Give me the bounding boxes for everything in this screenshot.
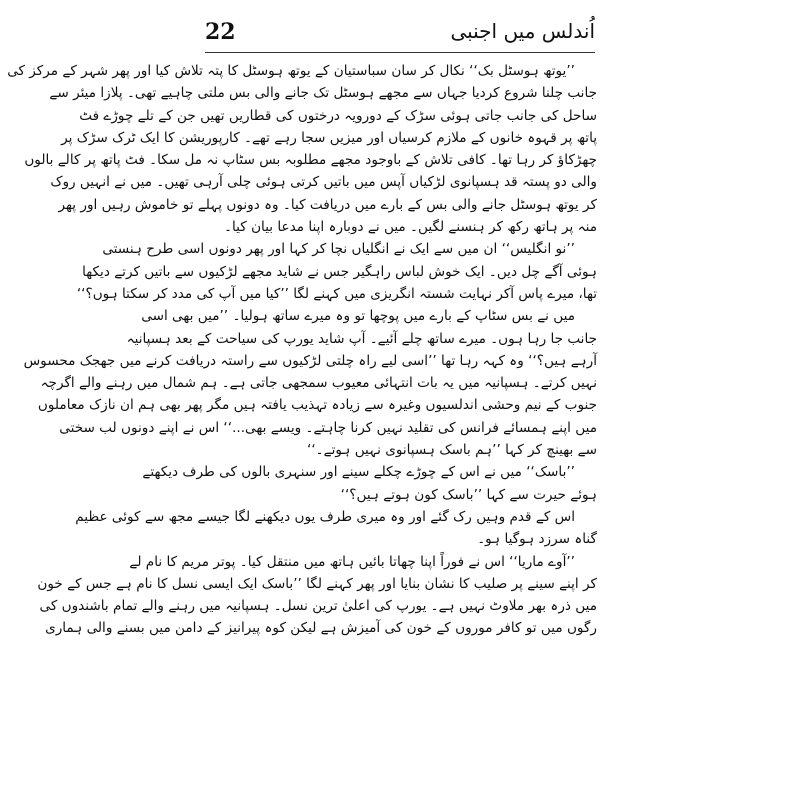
text-line: ’’آوے ماریا‘‘ اس نے فوراً اپنا چھاتا بائیں ہاتھ میں منتقل کیا۔ پوتر مریم کا نام لے [129, 553, 575, 570]
text-line: ہوئے حیرت سے کہا ’’باسک کون ہوتے ہیں؟‘‘ [340, 486, 597, 503]
text-line: ’’یوتھ ہوسٹل بک‘‘ نکال کر سان سباستیان کے یوتھ ہوسٹل کا پتہ تلاش کیا اور پھر شہر کے مرکز کی [7, 63, 575, 79]
header-rule [205, 52, 595, 53]
text-line: میں اپنے ہمسائے فرانس کی تقلید نہیں کرنا چاہتے۔ ویسے بھی...‘‘ اس نے اپنے دونوں لب سختی [59, 419, 597, 436]
text-line: میں ذرہ بھر ملاوٹ نہیں ہے۔ یورپ کی اعلیٰ ترین نسل۔ ہسپانیہ میں رہنے والے تمام باشندوں کی [39, 598, 597, 615]
text-line: ’’باسک‘‘ میں نے اس کے چوڑے چکلے سینے اور سنہری بالوں کی طرف دیکھتے [142, 464, 575, 481]
text-line: جانب جا رہا ہوں۔ میرے ساتھ چلے آئیے۔ آپ شاید یورپ کی سیاحت کے بعد ہسپانیہ [126, 330, 597, 347]
text-line: ’’نو انگلیس‘‘ ان میں سے ایک نے انگلیاں نچا کر کہا اور پھر دونوں اسی طرح ہنستی [102, 241, 575, 258]
text-line: آرہے ہیں؟‘‘ وہ کہہ رہا تھا ’’اسی لیے راہ چلتی لڑکیوں سے راستہ دریافت کرنے میں جھجک محسوس [23, 352, 597, 369]
text-line: منہ پر ہاتھ رکھ کر ہنسنے لگیں۔ میں نے دوبارہ اپنا مدعا بیان کیا۔ [224, 219, 597, 236]
text-line: کر یوتھ ہوسٹل جانے والی بس کے بارے میں دریافت کیا۔ وہ دونوں پہلے تو خاموش رہیں اور پھر [58, 196, 597, 213]
body-text [7, 60, 597, 790]
text-line: ہوئی آگے چل دیں۔ ایک خوش لباس راہگیر جس نے شاید مجھے لڑکیوں سے باتیں کرتے دیکھا [82, 263, 597, 280]
running-title: اُندلس میں اجنبی [450, 19, 595, 43]
text-line: پاتھ پر قہوہ خانوں کے ملازم کرسیاں اور میزیں سجا رہے تھے۔ کارپوریشن کا ایک ٹرک سڑک پر [61, 129, 597, 146]
text-line: میں نے بس سٹاپ کے بارے میں پوچھا تو وہ میرے ساتھ ہولیا۔ ’’میں بھی اسی [141, 308, 575, 325]
text-line: جانب چلنا شروع کردیا جہاں سے مجھے ہوسٹل تک جانے والی بس ملتی چاہیے تھی۔ پلازا میئر سے [49, 85, 597, 102]
text-line: کر اپنے سینے پر صلیب کا نشان بنایا اور پھر کہنے لگا ’’باسک ایک ایسی نسل کا نام ہے جس کے خون [37, 575, 597, 592]
text-line: سے بھینچ کر کہا ’’ہم باسک ہسپانوی نہیں ہوتے۔‘‘ [307, 442, 597, 459]
text-line: رگوں میں تو کافر موروں کے خون کی آمیزش ہے لیکن کوہ پیرانیز کے دامن میں بسنے والی ہماری [45, 620, 597, 637]
page-number: 22 [205, 19, 236, 45]
page-header [205, 16, 595, 50]
text-line: گناہ سرزد ہوگیا ہو۔ [477, 531, 597, 548]
text-line: والی دو پستہ قد ہسپانوی لڑکیاں آپس میں باتیں کرتی ہوئی چلی آرہی تھیں۔ میں نے انہیں روک [50, 174, 597, 191]
text-line: تھا، میرے پاس آکر نہایت شستہ انگریزی میں کہنے لگا ’’کیا میں آپ کی مدد کر سکتا ہوں؟‘‘ [76, 285, 597, 302]
text-line: جنوب کے نیم وحشی اندلسیوں وغیرہ سے زیادہ تہذیب یافتہ ہیں مگر پھر بھی ہم ان نازک معاملوں [37, 397, 597, 414]
text-line: نہیں کرتے۔ ہسپانیہ میں یہ بات انتہائی معیوب سمجھی جاتی ہے۔ ہم شمال میں رہنے والے اگرچہ [40, 375, 597, 392]
text-line: ساحل کی جانب جاتی ہوئی سڑک کے دورویہ درختوں کی قطاریں تھیں جن کے تلے چوڑے فٹ [79, 107, 597, 124]
text-line: چھڑکاؤ کر رہا تھا۔ کافی تلاش کے باوجود مجھے مطلوبہ بس سٹاپ نہ مل سکا۔ فٹ پاتھ پر کالے بالوں [24, 152, 597, 169]
text-line: اس کے قدم وہیں رک گئے اور وہ میری طرف یوں دیکھنے لگا جیسے مجھ سے کوئی عظیم [75, 508, 575, 525]
